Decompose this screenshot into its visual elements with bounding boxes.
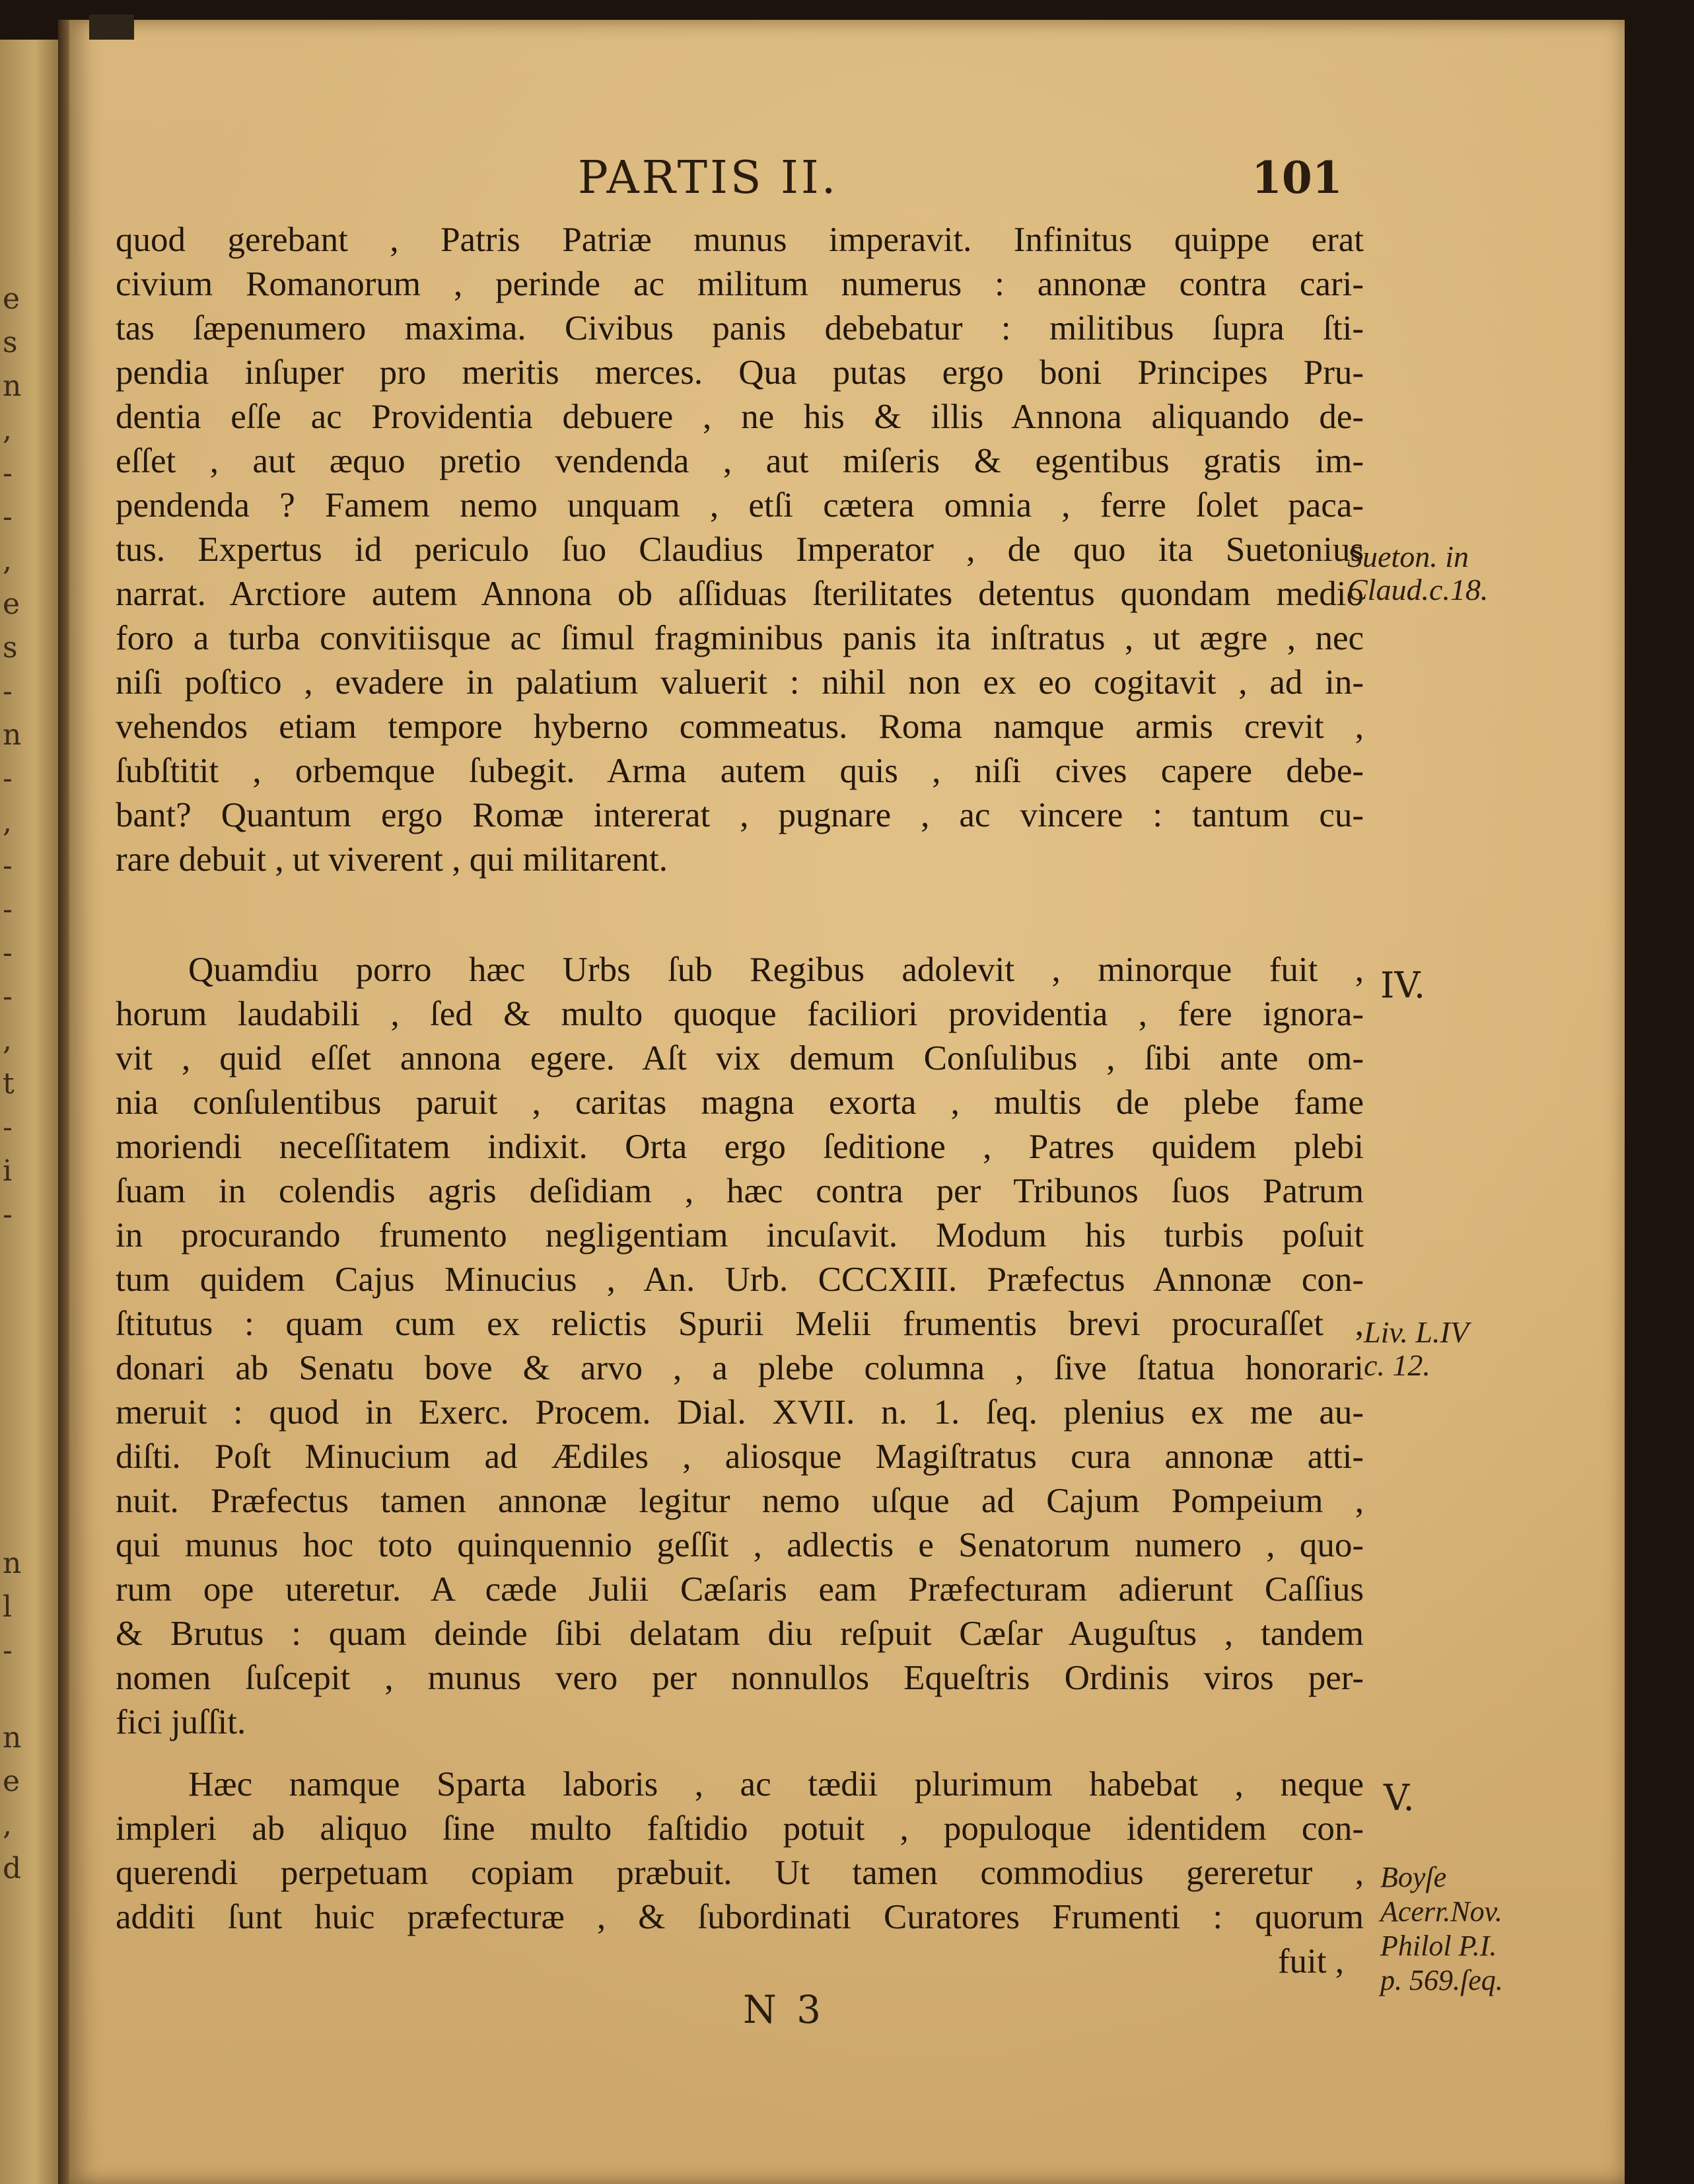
text-line: rare debuit , ut viverent , qui militarent. [116, 840, 668, 879]
previous-page-letter: , [3, 413, 12, 447]
previous-page-letter [3, 1673, 29, 1716]
previous-page-letters [3, 277, 29, 1891]
previous-page-letter: , [3, 1808, 12, 1842]
margin-note-boyse: Boyſe Acerr.Nov. Philol P.I. p. 569.ſeq. [1380, 1861, 1503, 1996]
text-line: tum quidem Cajus Minucius , An. Urb. CCCXIII. Præfectus Annonæ con- [116, 1260, 1364, 1299]
previous-page-letter: d [3, 1852, 22, 1885]
text-line: tus. Expertus id periculo ſuo Claudius Imperator , de quo ita Suetonius [116, 530, 1364, 569]
previous-page-letter: e [3, 282, 20, 316]
page-number: 101 [1252, 152, 1343, 203]
text-line: diſti. Poſt Minucium ad Ædiles , aliosque Magiſtratus cura annonæ atti- [116, 1438, 1364, 1476]
previous-page-letter: - [3, 936, 13, 970]
text-line: vit , quid eſſet annona egere. Aſt vix demum Conſulibus , ſibi ante om- [116, 1039, 1364, 1077]
previous-page-letter: - [3, 456, 13, 490]
previous-page-letter: n [3, 718, 22, 752]
text-line: nomen ſuſcepit , munus vero per nonnullos Equeſtris Ordinis viros per- [116, 1659, 1364, 1697]
previous-page-letter [3, 1324, 29, 1367]
text-line: horum laudabili , ſed & multo quoque faciliori providentia , fere ignora- [116, 995, 1364, 1033]
text-line: civium Romanorum , perinde ac militum numerus : annonæ contra cari- [116, 265, 1364, 303]
text-line: ſtitutus : quam cum ex relictis Spurii Melii frumentis brevi procuraſſet , [116, 1305, 1364, 1343]
previous-page-letter: e [3, 587, 20, 621]
previous-page-letter: t [3, 1067, 15, 1101]
text-line: pendia inſuper pro meritis merces. Qua putas ergo boni Principes Pru- [116, 353, 1364, 392]
previous-page-letter: - [3, 980, 13, 1013]
previous-page-letter: - [3, 500, 13, 534]
text-line: eſſet , aut æquo pretio vendenda , aut miſeris & egentibus gratis im- [116, 442, 1364, 480]
previous-page-letter: n [3, 369, 22, 403]
text-line: pendenda ? Famem nemo unquam , etſi cætera omnia , ferre ſolet paca- [116, 486, 1364, 525]
page-title: PARTIS II. [578, 152, 839, 204]
paragraph-3 [116, 1763, 1364, 1984]
previous-page-letter: , [3, 805, 12, 839]
bookmark-tab [89, 15, 134, 40]
previous-page-letter: - [3, 1110, 13, 1144]
page [69, 20, 1625, 2184]
previous-page-letter: - [3, 892, 13, 926]
previous-page-letter: , [3, 544, 12, 577]
paragraph-1 [116, 218, 1364, 882]
text-line: nia conſulentibus paruit , caritas magna exorta , multis de plebe fame [116, 1083, 1364, 1122]
text-line: nuit. Præfectus tamen annonæ legitur nemo uſque ad Cajum Pompeium , [116, 1482, 1364, 1520]
text-line: ſubſtitit , orbemque ſubegit. Arma autem quis , niſi cives capere debe- [116, 752, 1364, 790]
previous-page-letter: - [3, 1634, 13, 1667]
section-number-iv: IV. [1380, 965, 1426, 1006]
text-line: Quamdiu porro hæc Urbs ſub Regibus adolevit , minorque fuit , [188, 951, 1364, 989]
text-line: querendi perpetuam copiam præbuit. Ut tamen commodius gereretur , [116, 1854, 1364, 1892]
text-line: bant? Quantum ergo Romæ intererat , pugnare , ac vincere : tantum cu- [116, 796, 1364, 834]
previous-page-letter: i [3, 1154, 13, 1188]
text-line: Hæc namque Sparta laboris , ac tædii plurimum habebat , neque [188, 1765, 1364, 1803]
previous-page-letter: e [3, 1765, 20, 1798]
text-line: niſi poſtico , evadere in palatium valuerit : nihil non ex eo cogitavit , ad in- [116, 663, 1364, 702]
previous-page-letter [3, 1455, 29, 1498]
text-line: tas ſæpenumero maxima. Civibus panis debebatur : militibus ſupra ſti- [116, 309, 1364, 347]
previous-page-letter: n [3, 1547, 22, 1580]
text-line: fuit , [1277, 1942, 1344, 1981]
text-line: in procurando frumento negligentiam incuſavit. Modum his turbis poſuit [116, 1216, 1364, 1255]
previous-page-letter: s [3, 326, 18, 359]
text-line: impleri ab aliquo ſine multo faſtidio potuit , populoque identidem con- [116, 1809, 1364, 1848]
previous-page-letter [3, 1411, 29, 1455]
previous-page-letter [3, 1367, 29, 1411]
margin-note-livy: Liv. L.IV c. 12. [1364, 1315, 1469, 1382]
previous-page-letter: s [3, 631, 18, 665]
text-line: additi ſunt huic præfecturæ , & ſubordinati Curatores Frumenti : quorum [116, 1898, 1364, 1936]
previous-page-letter: - [3, 1198, 13, 1231]
previous-page-letter: - [3, 849, 13, 883]
paragraph-2 [116, 948, 1364, 1745]
margin-note-suetonius: Sueton. in Claud.c.18. [1347, 540, 1489, 606]
previous-page-letter [3, 1498, 29, 1542]
previous-page-letter [3, 1280, 29, 1324]
running-head [69, 139, 1625, 211]
text-line: narrat. Arctiore autem Annona ob aſſiduas ſterilitates detentus quondam medio [116, 575, 1364, 613]
text-line: moriendi neceſſitatem indixit. Orta ergo ſeditione , Patres quidem plebi [116, 1128, 1364, 1166]
previous-page-letter: n [3, 1721, 22, 1755]
previous-page-letter: - [3, 674, 13, 708]
previous-page-letter: , [3, 1023, 12, 1057]
text-line: quod gerebant , Patris Patriæ munus imperavit. Infinitus quippe erat [116, 221, 1364, 259]
previous-page-letter: l [3, 1590, 13, 1624]
section-number-v: V. [1384, 1777, 1415, 1819]
text-line: fici juſſit. [116, 1703, 246, 1741]
previous-page-letter: - [3, 762, 13, 795]
text-line: donari ab Senatu bove & arvo , a plebe columna , ſive ſtatua honorari [116, 1349, 1364, 1387]
previous-page-edge [0, 40, 63, 2184]
text-line: dentia eſſe ac Providentia debuere , ne his & illis Annona aliquando de- [116, 398, 1364, 436]
text-line: rum ope uteretur. A cæde Julii Cæſaris eam Præfecturam adierunt Caſſius [116, 1570, 1364, 1609]
text-line: foro a turba convitiisque ac ſimul fragminibus panis ita inſtratus , ut ægre , nec [116, 619, 1364, 657]
text-line: ſuam in colendis agris deſidiam , hæc contra per Tribunos ſuos Patrum [116, 1172, 1364, 1210]
previous-page-letter [3, 1237, 29, 1280]
signature-mark: N 3 [743, 1987, 826, 2032]
text-line: meruit : quod in Exerc. Procem. Dial. XVII. n. 1. ſeq. plenius ex me au- [116, 1393, 1364, 1432]
text-line: vehendos etiam tempore hyberno commeatus. Roma namque armis crevit , [116, 708, 1364, 746]
text-line: & Brutus : quam deinde ſibi delatam diu reſpuit Cæſar Auguſtus , tandem [116, 1615, 1364, 1653]
text-line: qui munus hoc toto quinquennio geſſit , adlectis e Senatorum numero , quo- [116, 1526, 1364, 1564]
